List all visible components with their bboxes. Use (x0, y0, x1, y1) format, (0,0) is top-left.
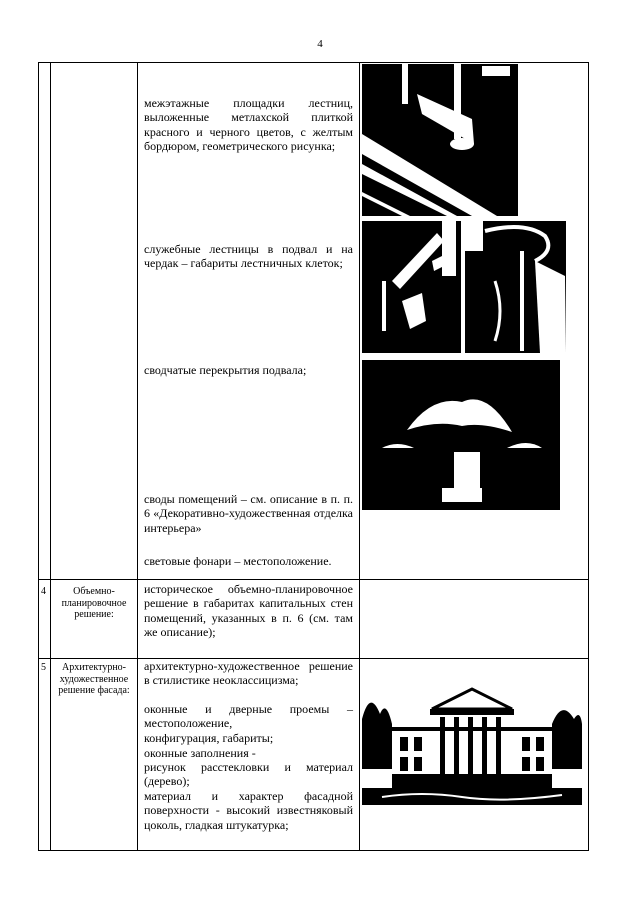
list-item: архитектурно-художественное решение в стилистике неоклассицизма; (144, 659, 353, 688)
list-item: своды помещений – см. описание в п. п. 6 «Декоративно-художественная отделка интерьера» (144, 492, 353, 535)
table-column-divider (50, 62, 51, 851)
vaulted-basement-photo (362, 360, 560, 510)
object-elements-table (38, 62, 589, 851)
table-border-left (38, 62, 39, 851)
table-column-divider (359, 62, 360, 851)
facade-photo (362, 679, 582, 805)
list-item: оконные заполнения - (144, 746, 256, 760)
table-row-divider (38, 579, 589, 580)
list-item: служебные лестницы в подвал и на чердак – габариты лестничных клеток; (144, 242, 353, 271)
list-item: оконные и дверные проемы – местоположение, (144, 702, 353, 731)
row-description: историческое объемно-планировочное решение в габаритах капитальных стен помещений, указанных в п. 6 (см. там же описание); (144, 582, 353, 640)
row-number: 5 (41, 662, 46, 673)
table-column-divider (137, 62, 138, 851)
list-item: материал и характер фасадной поверхности - высокий известняковый цоколь, гладкая штукатурка; (144, 789, 353, 832)
row-name: Объемно-планировочное решение: (61, 586, 127, 620)
list-item: конфигурация, габариты; (144, 731, 274, 745)
list-item: рисунок расстекловки и материал (дерево); (144, 760, 353, 789)
stair-landing-photo (362, 64, 518, 216)
table-border-top (38, 62, 589, 63)
list-item: сводчатые перекрытия подвала; (144, 363, 307, 377)
service-stair-photo-1 (362, 221, 461, 353)
table-border-right (588, 62, 589, 851)
row-name: Архитектурно-художественное решение фасада: (58, 662, 130, 696)
row-number: 4 (41, 586, 46, 597)
page-number: 4 (317, 38, 323, 50)
list-item: световые фонари – местоположение. (144, 554, 332, 568)
table-border-bottom (38, 850, 589, 851)
list-item: межэтажные площадки лестниц, выложенные метлахской плиткой красного и черного цветов, с желтым бордюром, геометрического рисунка; (144, 96, 353, 154)
service-stair-photo-2 (465, 221, 566, 353)
